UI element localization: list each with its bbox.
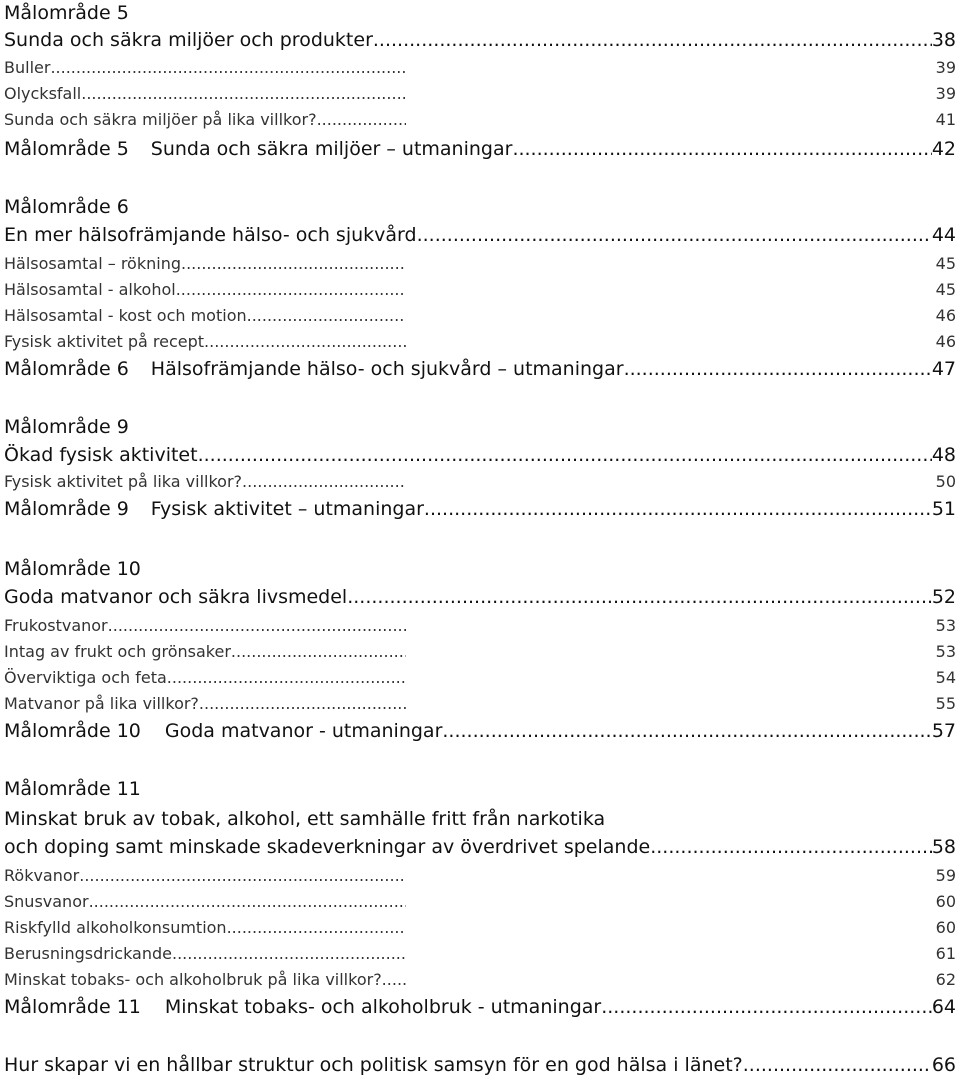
toc-page-number: 47 [931,358,956,380]
toc-subentry [4,946,956,962]
toc-subentry [4,282,956,298]
toc-subentry [4,86,956,102]
toc-page-number: 59 [935,866,956,885]
toc-entry-label: Berusningsdrickande [4,944,172,963]
toc-entry [4,140,956,159]
toc-page-number: 44 [931,224,956,246]
toc-leader-dots [89,894,406,910]
toc-heading-text: Målområde 10 [4,558,141,580]
toc-page-number: 39 [935,84,956,103]
toc-heading [4,560,956,579]
toc-entry-label: Hälsofrämjande hälso- och sjukvård – utmaningar [150,358,624,380]
toc-entry [4,588,956,607]
toc-leader-dots [167,670,406,686]
toc-entry-label: Matvanor på lika villkor? [4,694,199,713]
toc-page-number: 53 [935,616,956,635]
toc-entry-label: Intag av frukt och grönsaker [4,642,231,661]
toc-heading [4,418,956,437]
toc-entry-prefix: Målområde 10 [4,720,141,742]
toc-leader-dots [424,500,932,519]
toc-entry-label: Snusvanor [4,892,89,911]
toc-page-number: 52 [931,586,956,608]
toc-subentry [4,112,956,128]
toc-leader-dots [204,334,406,350]
toc-heading-text: Målområde 6 [4,196,129,218]
toc-leader-dots [347,588,932,607]
toc-entry [4,998,956,1017]
toc-heading-text: Minskat bruk av tobak, alkohol, ett samhälle fritt från narkotika [4,808,606,830]
toc-entry-label: Fysisk aktivitet – utmaningar [150,498,424,520]
toc-leader-dots [417,226,932,245]
toc-entry-label: och doping samt minskade skadeverkningar av överdrivet spelande [4,836,651,858]
toc-entry-prefix: Målområde 11 [4,996,141,1018]
toc-entry-label: Ökad fysisk aktivitet [4,444,198,466]
toc-heading-text: Målområde 9 [4,416,129,438]
toc-page-number: 48 [931,444,956,466]
toc-leader-dots [317,112,406,128]
toc-entry-label: Fysisk aktivitet på lika villkor? [4,472,243,491]
toc-entry [4,31,956,50]
toc-page-number: 60 [935,892,956,911]
toc-subentry [4,894,956,910]
toc-heading-text: Målområde 11 [4,778,141,800]
toc-entry-label: Riskfylld alkoholkonsumtion [4,918,227,937]
toc-page-number: 42 [931,138,956,160]
toc-leader-dots [512,140,931,159]
toc-page-number: 45 [935,280,956,299]
toc-leader-dots [81,86,406,102]
toc-page-number: 41 [935,110,956,129]
toc-entry-label: Buller [4,58,51,77]
toc-entry-label: Hälsosamtal - alkohol [4,280,176,299]
toc-leader-dots [442,722,931,741]
toc-leader-dots [79,868,406,884]
toc-page-number: 54 [935,668,956,687]
toc-leader-dots [50,60,406,76]
toc-page-number: 64 [931,996,956,1018]
toc-page-number: 53 [935,642,956,661]
toc-entry-prefix: Målområde 6 [4,358,129,380]
toc-page-number: 45 [935,254,956,273]
toc-entry-label: En mer hälsofrämjande hälso- och sjukvård [4,224,417,246]
toc-entry-label: Hälsosamtal – rökning [4,254,181,273]
toc-heading [4,780,956,799]
toc-subentry [4,308,956,324]
toc-leader-dots [176,282,406,298]
toc-entry-label: Sunda och säkra miljöer och produkter [4,29,373,51]
toc-leader-dots [198,446,932,465]
toc-subentry [4,696,956,712]
toc-entry-label: Sunda och säkra miljöer – utmaningar [150,138,513,160]
toc-entry-label: Hur skapar vi en hållbar struktur och politisk samsyn för en god hälsa i länet? [4,1054,743,1076]
toc-page-number: 46 [935,306,956,325]
toc-entry-label: Minskat tobaks- och alkoholbruk på lika villkor?. [4,970,387,989]
toc-entry-label: Rökvanor [4,866,80,885]
toc-leader-dots [373,31,932,50]
toc-subentry [4,868,956,884]
toc-entry [4,446,956,465]
toc-page-number: 46 [935,332,956,351]
toc-entry [4,360,956,379]
toc-subentry [4,670,956,686]
toc-heading [4,4,956,23]
toc-page-number: 58 [931,836,956,858]
toc-page-number: 66 [931,1054,956,1076]
toc-entry [4,1056,956,1075]
toc-leader-dots [181,256,406,272]
toc-leader-dots [199,696,406,712]
toc-heading [4,810,956,829]
toc-subentry [4,972,956,988]
toc-entry-label: Minskat tobaks- och alkoholbruk - utmaningar [164,996,602,1018]
toc-page-number: 61 [935,944,956,963]
toc-leader-dots [743,1056,932,1075]
toc-heading-text: Målområde 5 [4,2,129,24]
toc-leader-dots [172,946,406,962]
toc-entry-prefix: Målområde 5 [4,138,129,160]
toc-leader-dots [247,308,406,324]
toc-entry [4,722,956,741]
toc-entry [4,838,956,857]
toc-leader-dots [601,998,932,1017]
toc-page-number: 62 [935,970,956,989]
toc-leader-dots [227,920,406,936]
toc-subentry [4,256,956,272]
toc-leader-dots [108,618,406,634]
toc-entry-label: Fysisk aktivitet på recept [4,332,205,351]
toc-entry [4,500,956,519]
toc-page-number: 50 [935,472,956,491]
toc-entry-label: Frukostvanor [4,616,108,635]
toc-page-number: 39 [935,58,956,77]
toc-subentry [4,474,956,490]
toc-leader-dots [650,838,932,857]
toc-entry [4,226,956,245]
toc-entry-label: Goda matvanor och säkra livsmedel [4,586,348,608]
toc-entry-prefix: Målområde 9 [4,498,129,520]
toc-leader-dots [231,644,406,660]
toc-entry-label: Goda matvanor - utmaningar [164,720,443,742]
toc-page-number: 55 [935,694,956,713]
toc-leader-dots [387,972,406,988]
toc-heading [4,198,956,217]
toc-page-number: 57 [931,720,956,742]
toc-subentry [4,644,956,660]
toc-leader-dots [624,360,932,379]
toc-entry-label: Hälsosamtal - kost och motion [4,306,247,325]
toc-entry-label: Överviktiga och feta [4,668,167,687]
toc-page-number: 60 [935,918,956,937]
toc-page-number: 38 [931,29,956,51]
toc-subentry [4,618,956,634]
toc-subentry [4,334,956,350]
toc-leader-dots [242,474,406,490]
toc-entry-label: Sunda och säkra miljöer på lika villkor? [4,110,317,129]
toc-subentry [4,60,956,76]
toc-entry-label: Olycksfall [4,84,82,103]
toc-page-number: 51 [931,498,956,520]
toc-subentry [4,920,956,936]
